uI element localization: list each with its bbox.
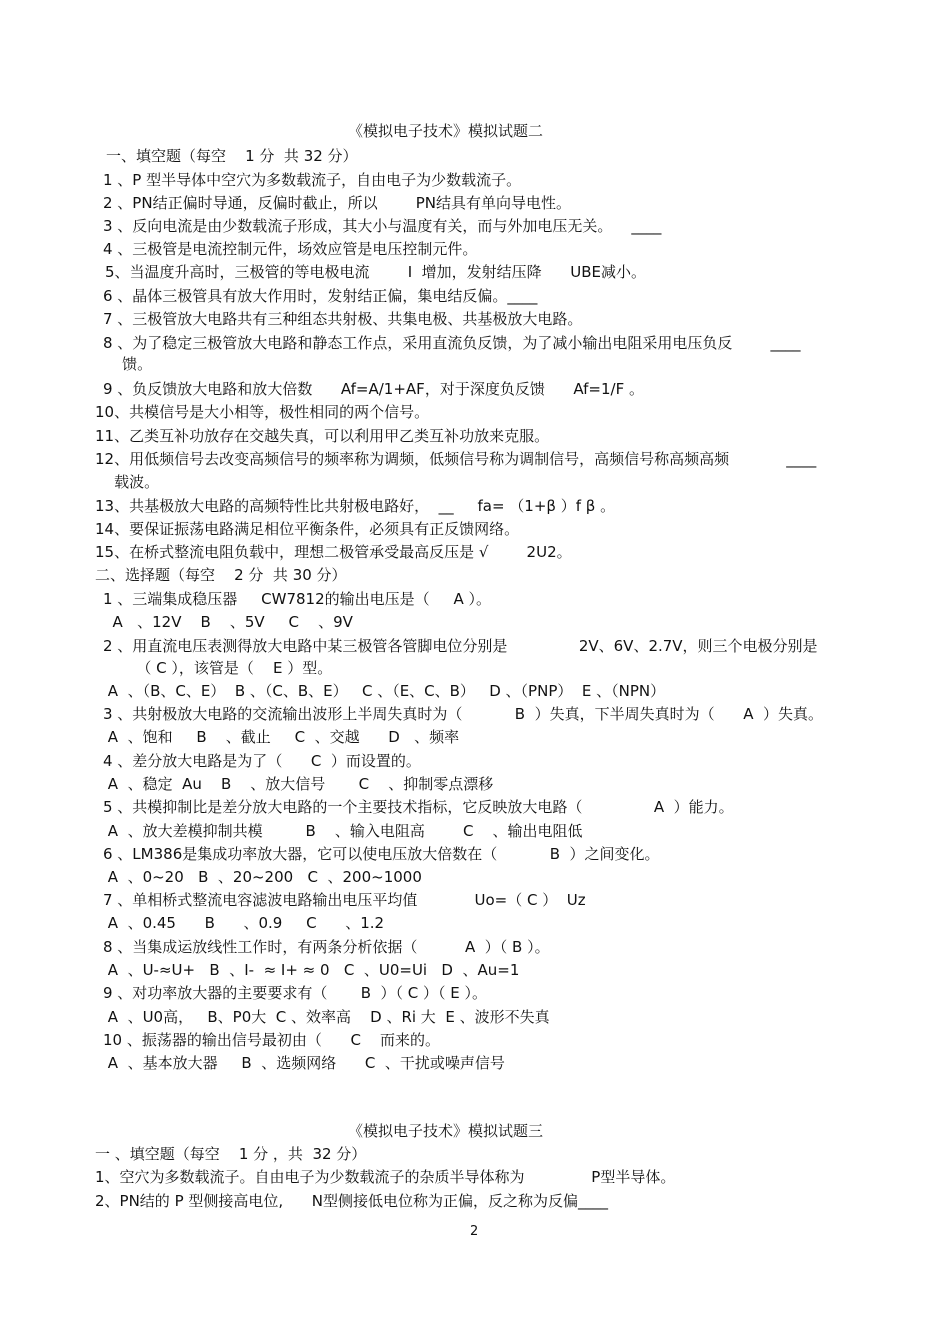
fill-item: 6 、晶体三极管具有放大作用时，发射结正偏，集电结反偏。____ xyxy=(103,287,538,305)
fill-item: 3 、反向电流是由少数载流子形成，其大小与温度有关，而与外加电压无关。 ____ xyxy=(103,217,662,235)
fill-item-continuation: 载波。 xyxy=(95,473,160,491)
fill-item: 12、用低频信号去改变高频信号的频率称为调频，低频信号称为调制信号，高频信号称高频高频 ____ xyxy=(95,450,817,468)
choice-question: 7 、单相桥式整流电容滤波电路输出电压平均值 Uo=（ C ） Uz xyxy=(103,891,586,909)
page-number: 2 xyxy=(470,1224,479,1239)
choice-options: A 、0.45 B 、0.9 C 、1.2 xyxy=(103,914,385,932)
fill-item: 13、共基极放大电路的高频特性比共射极电路好， __ fa= （1+β ）f β 。 xyxy=(95,497,616,515)
section2-choice-heading: 二、选择题（每空 2 分 共 30 分） xyxy=(95,566,347,584)
fill-item-continuation: 馈。 xyxy=(103,355,153,373)
fill-item: 4 、三极管是电流控制元件，场效应管是电压控制元件。 xyxy=(103,240,478,258)
section3-title: 《模拟电子技术》模拟试题三 xyxy=(348,1122,544,1140)
fill-item: 15、在桥式整流电阻负载中，理想二极管承受最高反压是 √ 2U2。 xyxy=(95,543,572,561)
fill-item: 9 、负反馈放大电路和放大倍数 Af=A/1+AF，对于深度负反馈 Af=1/F 。 xyxy=(103,380,644,398)
fill-item: 2 、PN结正偏时导通，反偏时截止，所以 PN结具有单向导电性。 xyxy=(103,194,571,212)
choice-options: A 、稳定 Au B 、放大信号 C 、抑制零点漂移 xyxy=(103,775,494,793)
choice-question: 3 、共射极放大电路的交流输出波形上半周失真时为（ B ）失真，下半周失真时为（ A ）失真。 xyxy=(103,705,823,723)
fill-item: 8 、为了稳定三极管放大电路和静态工作点，采用直流负反馈，为了减小输出电阻采用电压负反 ____ xyxy=(103,334,801,352)
fill-item: 11、乙类互补功放存在交越失真，可以利用甲乙类互补功放来克服。 xyxy=(95,427,550,445)
choice-question: 2 、用直流电压表测得放大电路中某三极管各管脚电位分别是 2V、6V、2.7V，则三个电极分别是 xyxy=(103,637,818,655)
choice-options: A 、12V B 、5V C 、9V xyxy=(103,613,353,631)
section2-title: 《模拟电子技术》模拟试题二 xyxy=(348,122,544,140)
choice-options: A 、（B、C、E） B 、（C、B、E） C 、（E、C、B） D 、（PNP） E 、（NPN） xyxy=(103,682,666,700)
fill-item: 14、要保证振荡电路满足相位平衡条件，必须具有正反馈网络。 xyxy=(95,520,520,538)
choice-options: A 、饱和 B 、截止 C 、交越 D 、频率 xyxy=(103,728,460,746)
fill-item: 5、当温度升高时，三极管的等电极电流 I 增加，发射结压降 UBE减小。 xyxy=(105,263,647,281)
choice-options: A 、0~20 B 、20~200 C 、200~1000 xyxy=(103,868,422,886)
choice-question: 4 、差分放大电路是为了（ C ）而设置的。 xyxy=(103,752,421,770)
fill-item: 7 、三极管放大电路共有三种组态共射极、共集电极、共基极放大电路。 xyxy=(103,310,583,328)
choice-question: 10 、振荡器的输出信号最初由（ C 而来的。 xyxy=(103,1031,441,1049)
fill-item: 2、PN结的 P 型侧接高电位, N型侧接低电位称为正偏，反之称为反偏____ xyxy=(95,1192,608,1210)
choice-question-continuation: （ C ），该管是（ E ）型。 xyxy=(103,659,333,677)
choice-question: 5 、共模抑制比是差分放大电路的一个主要技术指标，它反映放大电路（ A ）能力。 xyxy=(103,798,734,816)
section3-fill-heading: 一 、填空题（每空 1 分 ，共 32 分） xyxy=(95,1145,367,1163)
fill-item: 10、共模信号是大小相等，极性相同的两个信号。 xyxy=(95,403,430,421)
choice-question: 8 、当集成运放线性工作时，有两条分析依据（ A ）（ B ）。 xyxy=(103,938,550,956)
choice-options: A 、U-≈U+ B 、I- ≈ I+ ≈ 0 C 、U0=Ui D 、Au=1 xyxy=(103,961,520,979)
choice-question: 1 、三端集成稳压器 CW7812的输出电压是（ A ）。 xyxy=(103,590,492,608)
fill-item: 1 、P 型半导体中空穴为多数载流子，自由电子为少数载流子。 xyxy=(103,171,522,189)
choice-question: 6 、LM386是集成功率放大器，它可以使电压放大倍数在（ B ）之间变化。 xyxy=(103,845,660,863)
fill-item: 1、空穴为多数载流子。自由电子为少数载流子的杂质半导体称为 P型半导体。 xyxy=(95,1168,676,1186)
choice-question: 9 、对功率放大器的主要要求有（ B ）（ C ）（ E ）。 xyxy=(103,984,488,1002)
section2-fill-heading: 一、填空题（每空 1 分 共 32 分） xyxy=(106,147,358,165)
choice-options: A 、基本放大器 B 、选频网络 C 、干扰或噪声信号 xyxy=(103,1054,505,1072)
choice-options: A 、放大差模抑制共模 B 、输入电阻高 C 、输出电阻低 xyxy=(103,822,583,840)
choice-options: A 、U0高， B、P0大 C 、效率高 D 、Ri 大 E 、波形不失真 xyxy=(103,1008,550,1026)
